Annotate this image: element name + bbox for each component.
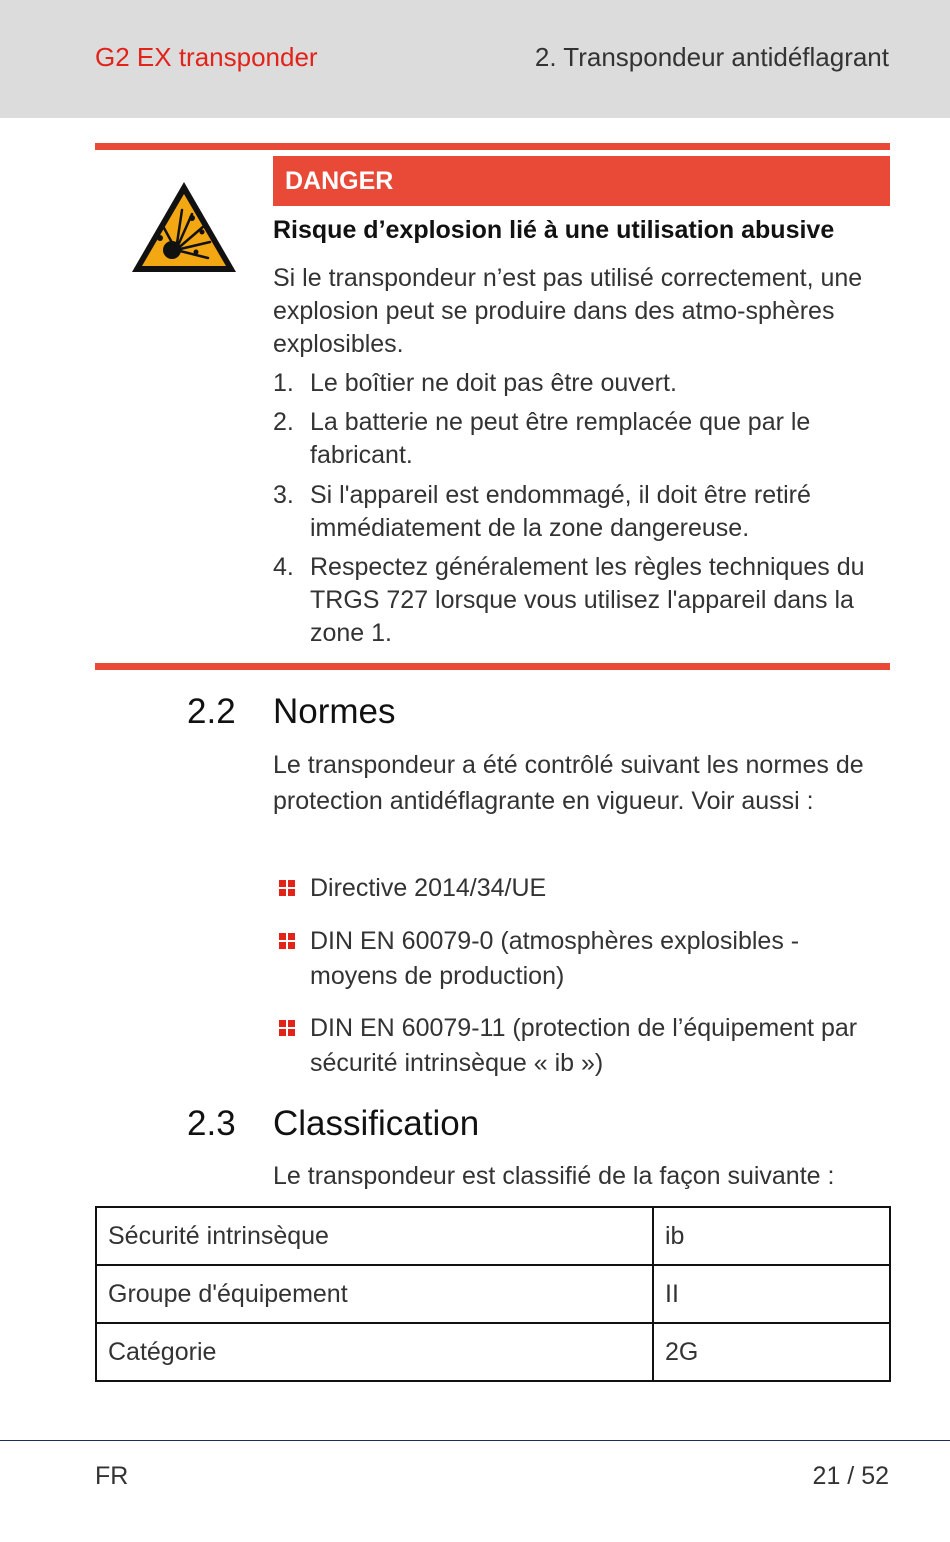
section-title: Normes (273, 692, 396, 731)
table-row (96, 1323, 890, 1381)
item-number: 2. (273, 408, 294, 436)
row-label: Catégorie (96, 1323, 653, 1381)
class-intro: Le transpondeur est classifié de la façon suivante : (273, 1162, 835, 1190)
table-row (96, 1207, 890, 1265)
danger-intro: Si le transpondeur n’est pas utilisé correctement, une explosion peut se produire dans des atmo-sphères explosibles. (273, 264, 863, 358)
norms-intro: Le transpondeur a été contrôlé suivant les normes de protection antidéflagrante en vigueur. Voir aussi : (273, 751, 864, 815)
row-value: II (653, 1265, 890, 1323)
danger-label: DANGER (273, 156, 890, 206)
row-value: ib (653, 1207, 890, 1265)
table-row (96, 1265, 890, 1323)
classification-table (95, 1206, 891, 1382)
section-number: 2.3 (187, 1104, 236, 1143)
page-number: 21 / 52 (812, 1462, 889, 1490)
section-title: Classification (273, 1104, 480, 1143)
section-number: 2.2 (187, 692, 236, 731)
item-number: 4. (273, 553, 294, 581)
danger-heading: Risque d’explosion lié à une utilisation abusive (273, 216, 835, 244)
item-number: 3. (273, 481, 294, 509)
bullet-icon (279, 880, 295, 896)
row-label: Sécurité intrinsèque (96, 1207, 653, 1265)
explosion-warning-icon (130, 180, 238, 274)
footer-divider (0, 1440, 950, 1441)
page-header (0, 0, 950, 118)
product-name: G2 EX transponder (95, 42, 318, 72)
bullet-icon (279, 1020, 295, 1036)
chapter-title: 2. Transpondeur antidéflagrant (534, 42, 889, 72)
danger-bottom-rule (95, 663, 890, 670)
item-text: Respectez généralement les règles techniques du TRGS 727 lorsque vous utilisez l'appareil dans la zone 1. (310, 553, 865, 647)
danger-top-rule (95, 143, 890, 150)
item-text: Si l'appareil est endommagé, il doit être retiré immédiatement de la zone dangereuse. (310, 481, 811, 542)
item-number: 1. (273, 369, 294, 397)
row-value: 2G (653, 1323, 890, 1381)
language-code: FR (95, 1462, 129, 1490)
item-text: La batterie ne peut être remplacée que par le fabricant. (310, 408, 811, 469)
row-label: Groupe d'équipement (96, 1265, 653, 1323)
bullet-icon (279, 933, 295, 949)
item-text: Le boîtier ne doit pas être ouvert. (310, 369, 677, 397)
